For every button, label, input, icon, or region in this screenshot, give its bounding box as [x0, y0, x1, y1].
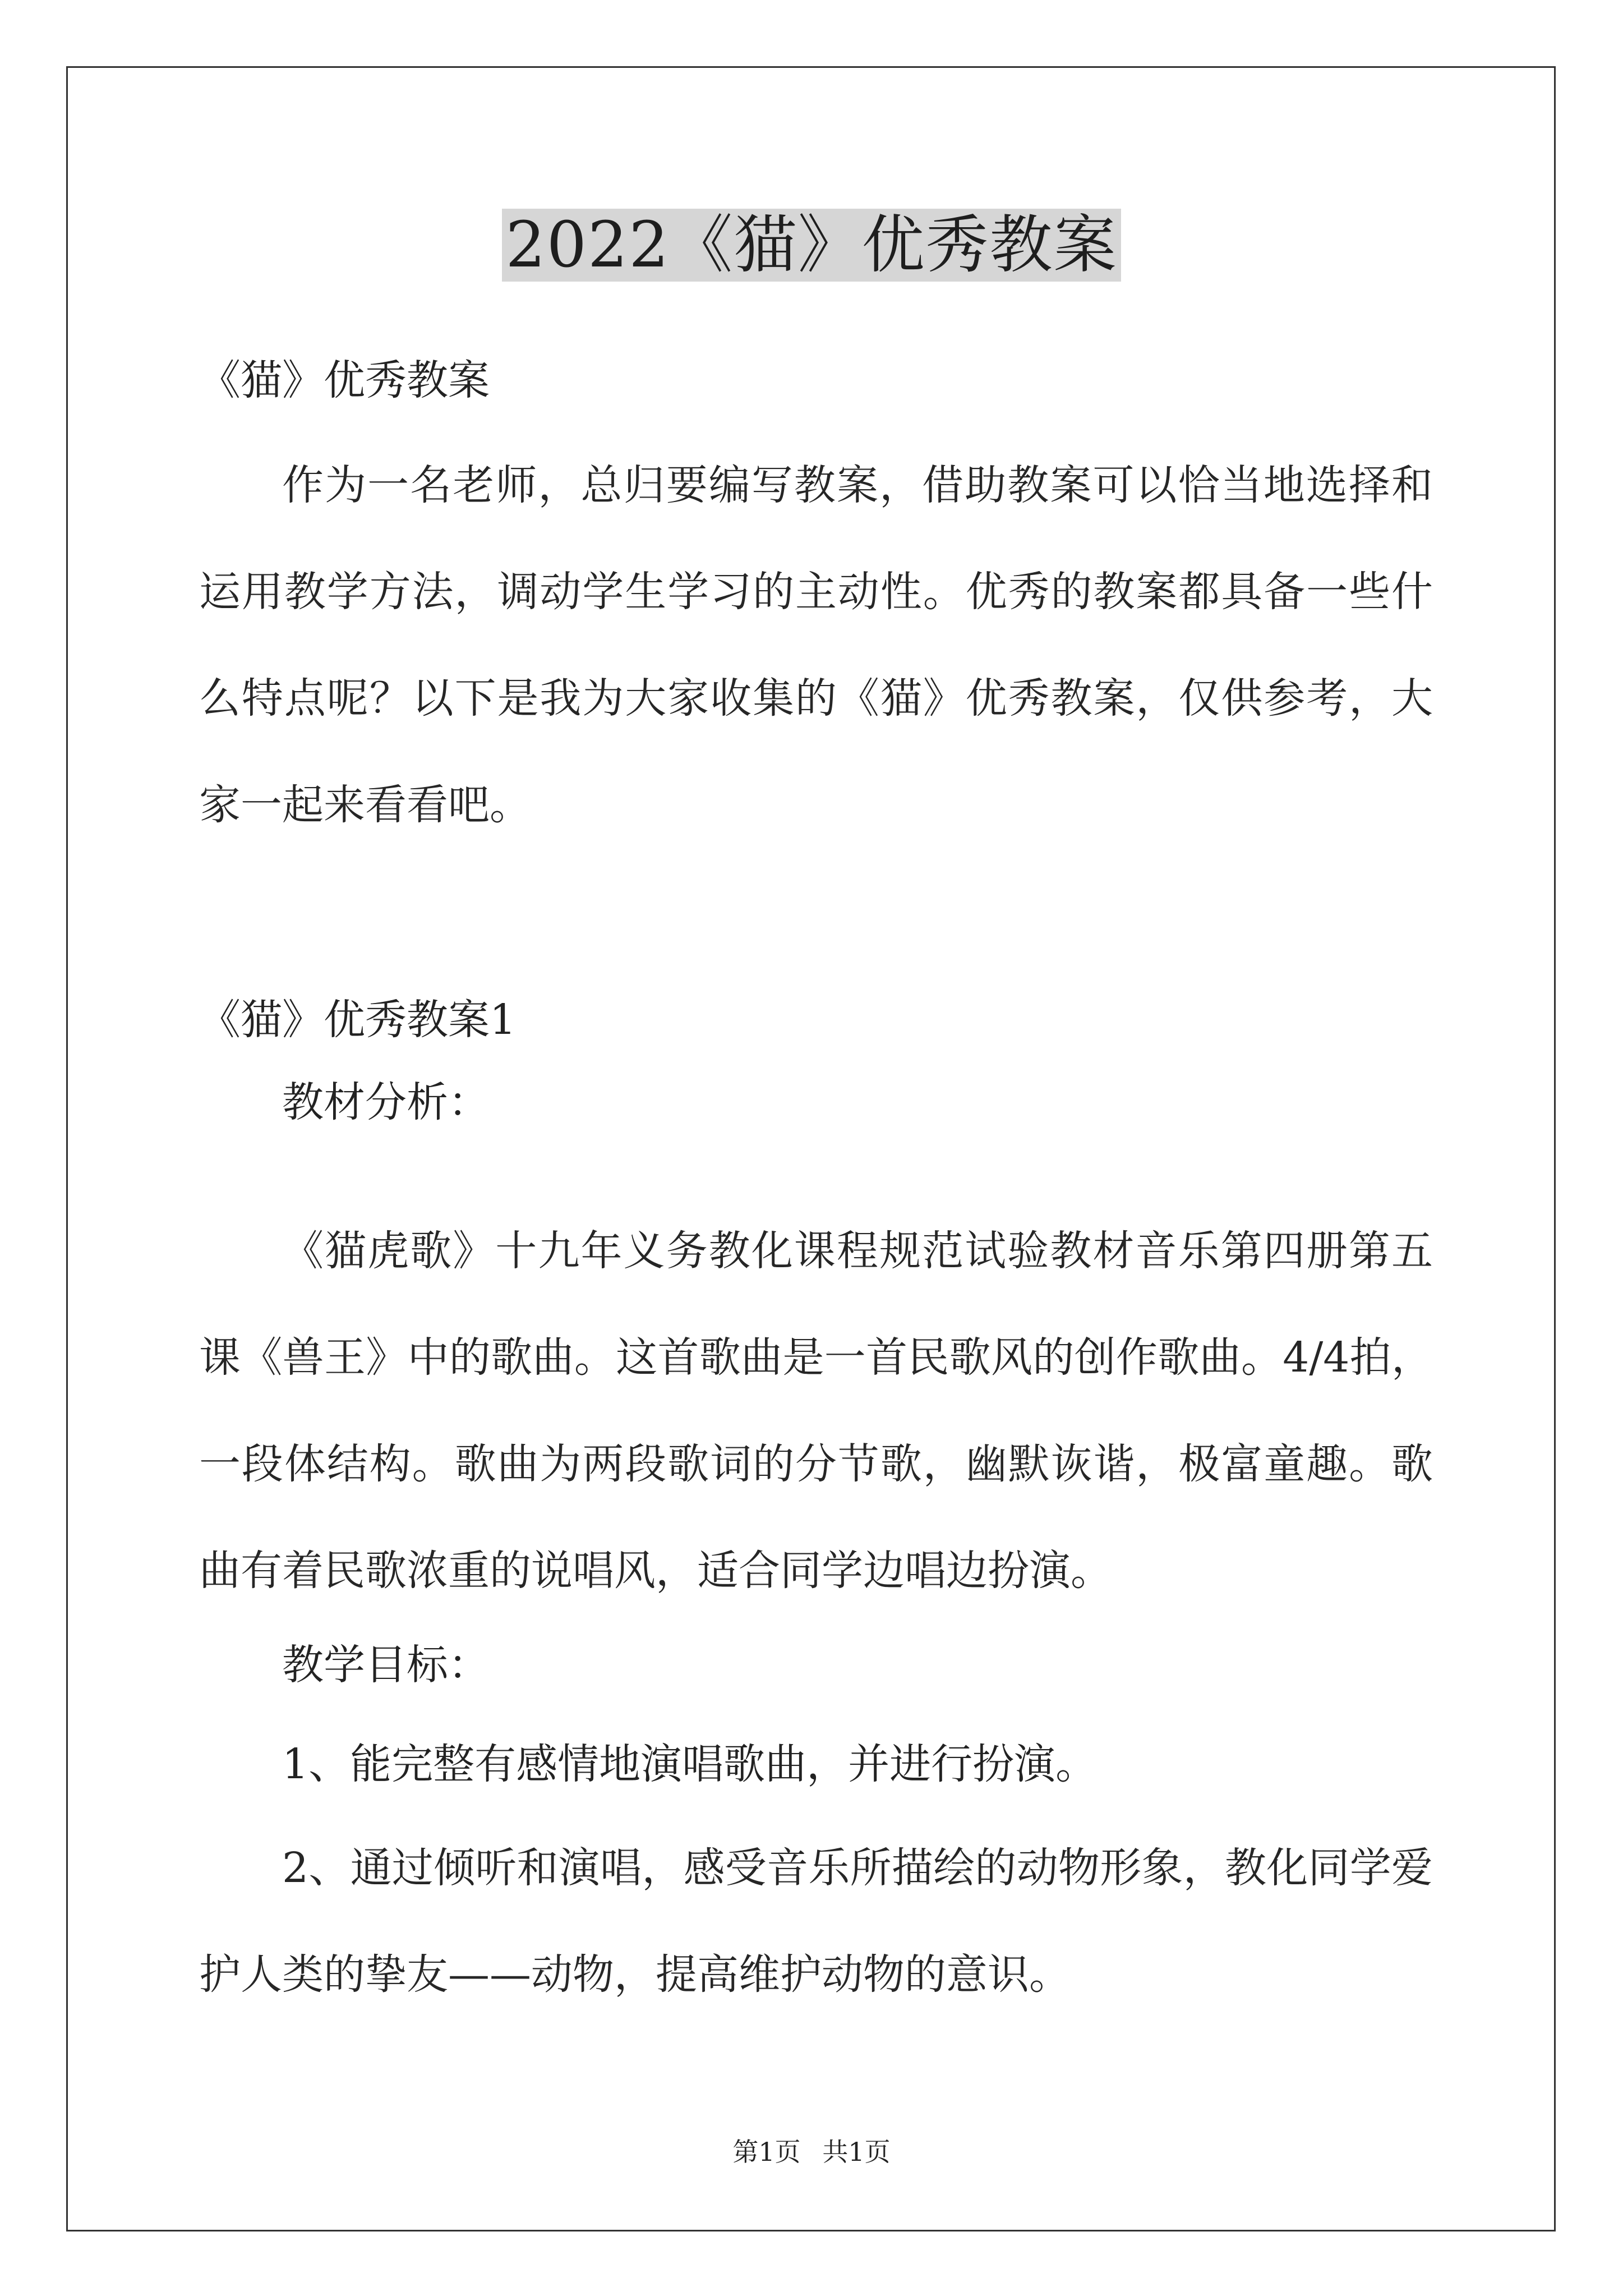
analysis-paragraph-block — [199, 1198, 1433, 1624]
goal-item-1: 1、能完整有感情地演唱歌曲，并进行扮演。 — [282, 1740, 1098, 1788]
intro-paragraph: 作为一名老师，总归要编写教案，借助教案可以恰当地选择和运用教学方法，调动学生学习的主动性。优秀的教案都具备一些什么特点呢？以下是我为大家收集的《猫》优秀教案，仅供参考，大家一起来看看吧。 — [199, 461, 1433, 829]
page-number-total: 共1页 — [822, 2137, 891, 2167]
page-number-current: 第1页 — [732, 2137, 801, 2167]
goal-item-2: 2、通过倾听和演唱，感受音乐所描绘的动物形象，教化同学爱护人类的挚友——动物，提高维护动物的意识。 — [199, 1844, 1433, 1999]
goal-item-2-block — [199, 1815, 1433, 2028]
analysis-paragraph: 《猫虎歌》十九年义务教化课程规范试验教材音乐第四册第五课《兽王》中的歌曲。这首歌曲是一首民歌风的创作歌曲。4/4拍，一段体结构。歌曲为两段歌词的分节歌，幽默诙谐，极富童趣。歌曲有着民歌浓重的说唱风，适合同学边唱边扮演。 — [199, 1227, 1433, 1595]
document-title: 2022《猫》优秀教案 — [502, 209, 1121, 282]
analysis-label: 教材分析： — [282, 1078, 490, 1126]
page-footer — [0, 2135, 1623, 2169]
document-subtitle: 《猫》优秀教案 — [199, 356, 490, 404]
goals-label: 教学目标： — [282, 1641, 490, 1689]
document-title-block — [0, 203, 1623, 287]
intro-paragraph-block — [199, 432, 1433, 858]
section-title: 《猫》优秀教案1 — [199, 996, 517, 1044]
